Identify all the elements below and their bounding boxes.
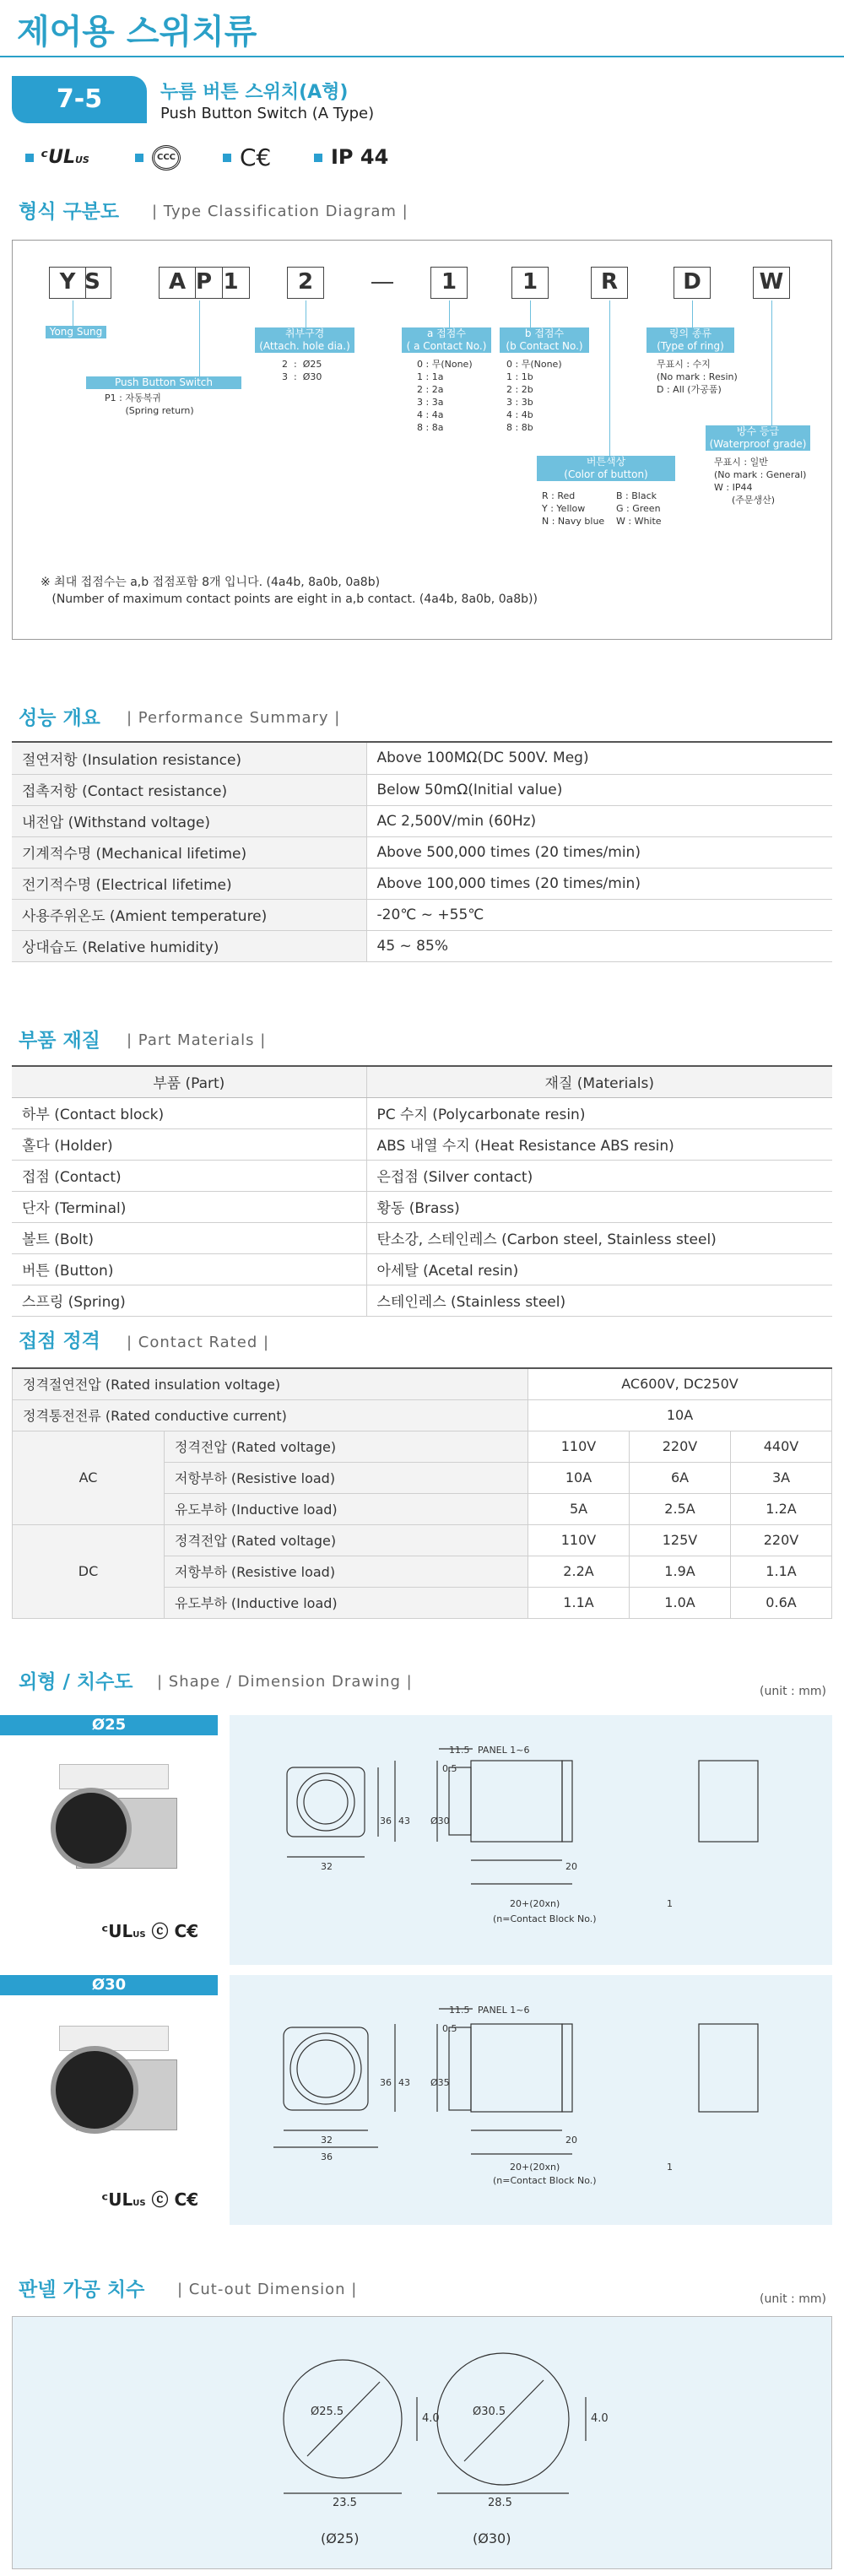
label-attach: 취부구경 (Attach. hole dia.): [255, 327, 354, 353]
table-row: 유도부하 (Inductive load) 1.1A 1.0A 0.6A: [13, 1587, 832, 1618]
pbs-desc: P1 : 자동복귀 (Spring return): [105, 392, 194, 416]
dim-20n-30: 20+(20xn): [510, 2162, 560, 2173]
table-row: AC 정격전압 (Rated voltage) 110V 220V 440V: [13, 1431, 832, 1462]
contact-section-title: 접점 정격: [19, 1330, 100, 1352]
bullet-icon: [314, 154, 322, 162]
table-row: 정격절연전압 (Rated insulation voltage) AC600V, DC250V: [13, 1368, 832, 1399]
dimension-drawing-30: [230, 1975, 832, 2225]
code-letter: 1: [213, 267, 250, 299]
dim-c-25: 36: [380, 1816, 392, 1826]
cul-us-icon: ᶜULUS: [41, 147, 89, 168]
switch-photo-25: [51, 1764, 186, 1874]
cutout-dia-30: Ø30.5: [473, 2406, 506, 2418]
dim-d-25: 43: [398, 1816, 410, 1826]
code-letter: 1: [511, 267, 549, 299]
cutout-cap-30: (Ø30): [473, 2530, 511, 2546]
table-row: 저항부하 (Resistive load) 10A 6A 3A: [13, 1462, 832, 1493]
color-desc-2: B : Black G : Green W : White: [616, 490, 662, 527]
title-underline: [0, 56, 844, 57]
shape-section-title: 외형 / 치수도: [19, 1671, 133, 1693]
table-row: 전기적수명 (Electrical lifetime) Above 100,000 times (20 times/min): [12, 868, 832, 899]
bullet-icon: [25, 154, 34, 162]
table-row: 접촉저항 (Contact resistance) Below 50mΩ(Initial value): [12, 774, 832, 805]
code-letter: R: [591, 267, 628, 299]
dim-a-30: 11.5: [449, 2005, 470, 2016]
code-letter: W: [753, 267, 790, 299]
table-row: 내전압 (Withstand voltage) AC 2,500V/min (60Hz): [12, 805, 832, 836]
label-waterproof: 방수 등급 (Waterproof grade): [706, 425, 810, 451]
code-letter: A: [159, 267, 196, 299]
cert-icons-25: ᶜULUS ⓒ C€: [101, 1921, 199, 1941]
contact-section-subtitle: | Contact Rated |: [127, 1334, 270, 1351]
bullet-icon: [135, 154, 143, 162]
label-color: 버튼색상 (Color of button): [537, 456, 675, 481]
shape-section-subtitle: | Shape / Dimension Drawing |: [157, 1673, 413, 1691]
table-row: 버튼 (Button) 아세탈 (Acetal resin): [12, 1253, 832, 1285]
ccc-icon: CCC: [152, 145, 181, 170]
cutout-dia-25: Ø25.5: [311, 2406, 344, 2418]
product-name-kr: 누름 버튼 스위치(A형): [160, 82, 349, 103]
a-desc: 0 : 무(None) 1 : 1a 2 : 2a 3 : 3a 4 : 4a 8 : 8a: [417, 359, 473, 433]
table-row: 절연저항 (Insulation resistance) Above 100MΩ(DC 500V. Meg): [12, 743, 832, 774]
contact-rated-table: [12, 1367, 832, 1619]
table-row: 홀다 (Holder) ABS 내열 수지 (Heat Resistance ABS resin): [12, 1128, 832, 1160]
bullet-icon: [223, 154, 231, 162]
dim-e2-30: 36: [321, 2151, 333, 2162]
type-section-subtitle: | Type Classification Diagram |: [152, 203, 408, 220]
label-yongsung: Yong Sung: [46, 326, 106, 338]
code-letter: S: [74, 267, 111, 299]
label-ring: 링의 종류 (Type of ring): [647, 327, 734, 353]
table-row: 접점 (Contact) 은접점 (Silver contact): [12, 1160, 832, 1191]
table-row: 기계적수명 (Mechanical lifetime) Above 500,000 times (20 times/min): [12, 836, 832, 868]
dim-note-25: (n=Contact Block No.): [493, 1913, 597, 1924]
code-letter: 1: [430, 267, 468, 299]
water-desc: 무표시 : 일반 (No mark : General) W : IP44 (주문생산): [714, 457, 807, 506]
table-row: 볼트 (Bolt) 탄소강, 스테인레스 (Carbon steel, Stainless steel): [12, 1222, 832, 1253]
dim-e-25: 32: [321, 1861, 333, 1872]
table-row: DC 정격전압 (Rated voltage) 110V 125V 220V: [13, 1524, 832, 1556]
dim-d-30: 43: [398, 2077, 410, 2088]
performance-table: [12, 743, 832, 962]
page-title: 제어용 스위치류: [17, 13, 257, 51]
cutout-h-25: 4.0: [422, 2412, 440, 2425]
table-row: 단자 (Terminal) 황동 (Brass): [12, 1191, 832, 1222]
table-header: 부품 (Part) 재질 (Materials): [12, 1066, 832, 1097]
parts-section-title: 부품 재질: [19, 1030, 100, 1052]
cutout-w-25: 23.5: [333, 2497, 357, 2509]
dim-panel-30: PANEL 1~6: [478, 2005, 530, 2016]
product-name-en: Push Button Switch (A Type): [160, 105, 375, 122]
table-row: 하부 (Contact block) PC 수지 (Polycarbonate resin): [12, 1097, 832, 1128]
label-a-contact: a 접점수 ( a Contact No.): [402, 327, 491, 353]
dimension-drawing-25: [230, 1715, 832, 1965]
cutout-w-30: 28.5: [488, 2497, 512, 2509]
table-row: 사용주위온도 (Amient temperature) -20℃ ~ +55℃: [12, 899, 832, 930]
dim-b-25: 0.5: [442, 1763, 457, 1774]
switch-photo-30: [51, 2026, 186, 2135]
cutout-section-title: 판넬 가공 치수: [19, 2279, 145, 2301]
dash: [371, 282, 393, 284]
dim-c-30: 36: [380, 2077, 392, 2088]
code-letter: P: [186, 267, 223, 299]
table-row: 상대습도 (Relative humidity) 45 ~ 85%: [12, 930, 832, 961]
b-desc: 0 : 무(None) 1 : 1b 2 : 2b 3 : 3b 4 : 4b 8 : 8b: [506, 359, 562, 433]
cutout-drawing: [12, 2316, 832, 2569]
dim-a-25: 11.5: [449, 1745, 470, 1756]
tab-d25: Ø25: [0, 1715, 218, 1735]
dim-f-25: 20: [565, 1861, 577, 1872]
table-row: 유도부하 (Inductive load) 5A 2.5A 1.2A: [13, 1493, 832, 1524]
dim-e-30: 32: [321, 2135, 333, 2146]
cutout-h-30: 4.0: [591, 2412, 609, 2425]
table-row: 저항부하 (Resistive load) 2.2A 1.9A 1.1A: [13, 1556, 832, 1587]
dim-panel-25: PANEL 1~6: [478, 1745, 530, 1756]
dim-b-30: 0.5: [442, 2023, 457, 2034]
materials-table: [12, 1065, 832, 1317]
code-letter: Y: [49, 267, 86, 299]
dim-note-30: (n=Contact Block No.): [493, 2175, 597, 2186]
perf-section-title: 성능 개요: [19, 707, 100, 729]
type-note: ※ 최대 접점수는 a,b 접점포함 8개 입니다. (4a4b, 8a0b, 0a8b) (Number of maximum contact points are eight in a,b contact. (4a4b, 8a0b, 0a8b)): [41, 576, 538, 606]
cert-icons-30: ᶜULUS ⓒ C€: [101, 2189, 199, 2210]
cutout-cap-25: (Ø25): [321, 2530, 360, 2546]
dim-h-25: Ø30: [430, 1816, 450, 1826]
label-b-contact: b 접점수 (b Contact No.): [500, 327, 589, 353]
code-label: 7-5: [56, 84, 103, 114]
cutout-unit: (unit : mm): [760, 2292, 826, 2306]
shape-unit: (unit : mm): [760, 1685, 826, 1698]
cutout-section-subtitle: | Cut-out Dimension |: [177, 2281, 358, 2298]
table-row: 스프링 (Spring) 스테인레스 (Stainless steel): [12, 1285, 832, 1316]
perf-section-subtitle: | Performance Summary |: [127, 709, 341, 727]
color-desc-1: R : Red Y : Yellow N : Navy blue: [542, 490, 605, 527]
attach-desc: 2 : Ø25 3 : Ø30: [282, 359, 322, 382]
code-letter: 2: [287, 267, 324, 299]
dim-g-30: 1: [667, 2162, 673, 2173]
code-letter: D: [674, 267, 711, 299]
dim-g-25: 1: [667, 1898, 673, 1909]
dim-f-30: 20: [565, 2135, 577, 2146]
dim-20n-25: 20+(20xn): [510, 1898, 560, 1909]
table-row: 정격통전전류 (Rated conductive current) 10A: [13, 1399, 832, 1431]
label-pbs: Push Button Switch: [86, 376, 241, 389]
ring-desc: 무표시 : 수지 (No mark : Resin) D : All (가공품): [657, 359, 738, 395]
tab-d30: Ø30: [0, 1975, 218, 1995]
parts-section-subtitle: | Part Materials |: [127, 1031, 267, 1049]
type-section-title: 형식 구분도: [19, 201, 120, 223]
ip-rating: IP 44: [331, 145, 389, 169]
ce-icon: C€: [240, 143, 272, 171]
dim-h-30: Ø35: [430, 2077, 450, 2088]
